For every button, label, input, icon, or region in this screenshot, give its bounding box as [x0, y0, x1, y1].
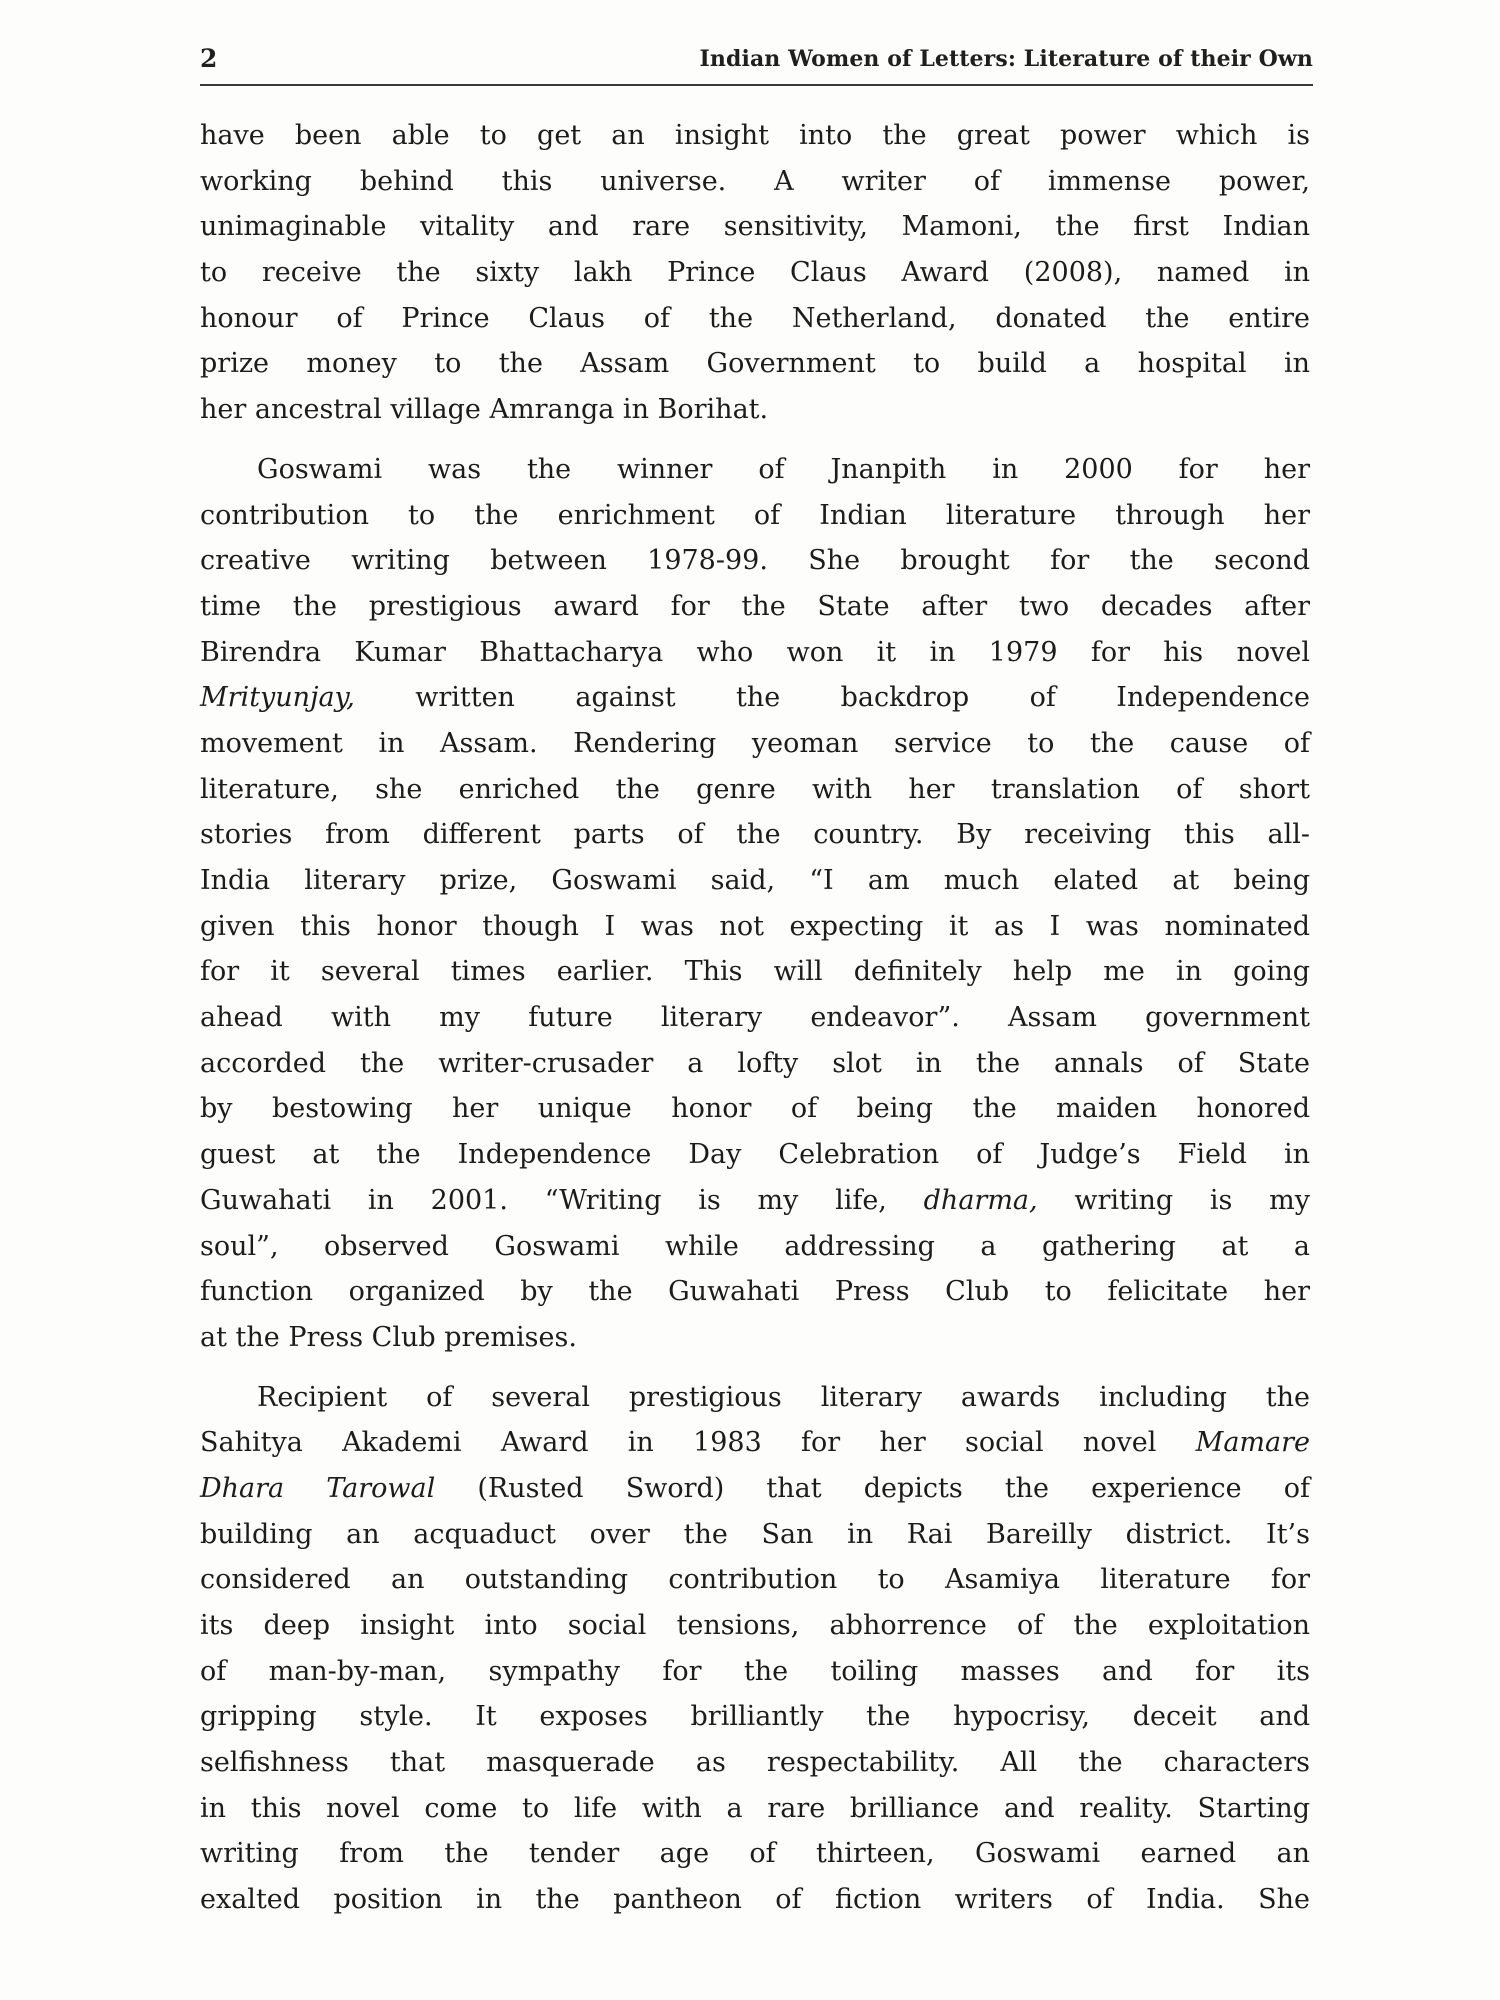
text-line: at the Press Club premises.: [200, 1321, 577, 1353]
text-line: accorded the writer-crusader a lofty slot in the annals of State: [200, 1047, 1310, 1079]
paragraph-3: [200, 1375, 1310, 1923]
italic-term: dharma,: [923, 1184, 1038, 1216]
text-line: for it several times earlier. This will definitely help me in going: [200, 956, 1310, 988]
text-line: Birendra Kumar Bhattacharya who won it in 1979 for his novel: [200, 636, 1310, 668]
text-line: stories from different parts of the country. By receiving this all-: [200, 819, 1310, 851]
page-number: 2: [200, 44, 218, 73]
text-line: [200, 1466, 1310, 1512]
text-line: [200, 1178, 1310, 1224]
text-line: selfishness that masquerade as respectability. All the characters: [200, 1747, 1310, 1779]
text-line: gripping style. It exposes brilliantly the hypocrisy, deceit and: [200, 1701, 1310, 1733]
italic-title: Mrityunjay,: [200, 682, 355, 714]
text-line: exalted position in the pantheon of fiction writers of India. She: [200, 1884, 1310, 1916]
text-line: creative writing between 1978-99. She brought for the second: [200, 545, 1310, 577]
text-line: in this novel come to life with a rare brilliance and reality. Starting: [200, 1792, 1310, 1824]
text-line: her ancestral village Amranga in Borihat.: [200, 394, 769, 426]
running-head: [200, 44, 1313, 74]
text-line: of man-by-man, sympathy for the toiling masses and for its: [200, 1655, 1310, 1687]
text-line: India literary prize, Goswami said, “I am much elated at being: [200, 865, 1310, 896]
paragraph-2: [200, 447, 1310, 1361]
text-line: Recipient of several prestigious literary awards including the: [257, 1381, 1310, 1413]
text-run: writing is my: [1037, 1184, 1311, 1216]
text-line: by bestowing her unique honor of being the maiden honored: [200, 1093, 1310, 1125]
text-line: its deep insight into social tensions, abhorrence of the exploitation: [200, 1610, 1310, 1641]
text-line: considered an outstanding contribution to Asamiya literature for: [200, 1564, 1310, 1596]
text-line: have been able to get an insight into the great power which is: [200, 120, 1310, 151]
text-line: guest at the Independence Day Celebration of Judge’s Field in: [200, 1139, 1310, 1171]
text-line: ahead with my future literary endeavor”. Assam government: [200, 1002, 1310, 1034]
text-line: writing from the tender age of thirteen, Goswami earned an: [200, 1838, 1310, 1870]
italic-title: Dhara Tarowal: [200, 1472, 436, 1504]
text-run: Sahitya Akademi Award in 1983 for her social novel: [200, 1427, 1196, 1459]
text-line: [200, 1420, 1310, 1466]
text-line: time the prestigious award for the State after two decades after: [200, 590, 1310, 622]
text-line: contribution to the enrichment of Indian literature through her: [200, 499, 1310, 531]
text-line: to receive the sixty lakh Prince Claus Award (2008), named in: [200, 257, 1310, 289]
header-rule: [200, 84, 1313, 86]
paragraph-1: [200, 113, 1310, 433]
text-line: honour of Prince Claus of the Netherland, donated the entire: [200, 302, 1310, 334]
text-line: function organized by the Guwahati Press Club to felicitate her: [200, 1276, 1310, 1308]
text-line: literature, she enriched the genre with her translation of short: [200, 773, 1310, 805]
text-line: [200, 675, 1310, 721]
text-line: unimaginable vitality and rare sensitivity, Mamoni, the first Indian: [200, 211, 1310, 243]
text-line: movement in Assam. Rendering yeoman service to the cause of: [200, 727, 1310, 759]
text-run: (Rusted Sword) that depicts the experience of: [435, 1472, 1310, 1504]
text-run: written against the backdrop of Independence: [354, 682, 1310, 714]
text-run: Guwahati in 2001. “Writing is my life,: [200, 1184, 924, 1216]
text-line: given this honor though I was not expecting it as I was nominated: [200, 910, 1310, 942]
text-line: working behind this universe. A writer of immense power,: [200, 165, 1310, 197]
italic-title: Mamare: [1195, 1427, 1310, 1459]
text-line: prize money to the Assam Government to build a hospital in: [200, 348, 1310, 380]
text-line: building an acquaduct over the San in Rai Bareilly district. It’s: [200, 1518, 1310, 1550]
running-title: Indian Women of Letters: Literature of their Own: [699, 46, 1313, 72]
body-text: [200, 113, 1310, 1937]
text-line: Goswami was the winner of Jnanpith in 2000 for her: [257, 453, 1310, 485]
text-line: soul”, observed Goswami while addressing a gathering at a: [200, 1230, 1310, 1262]
